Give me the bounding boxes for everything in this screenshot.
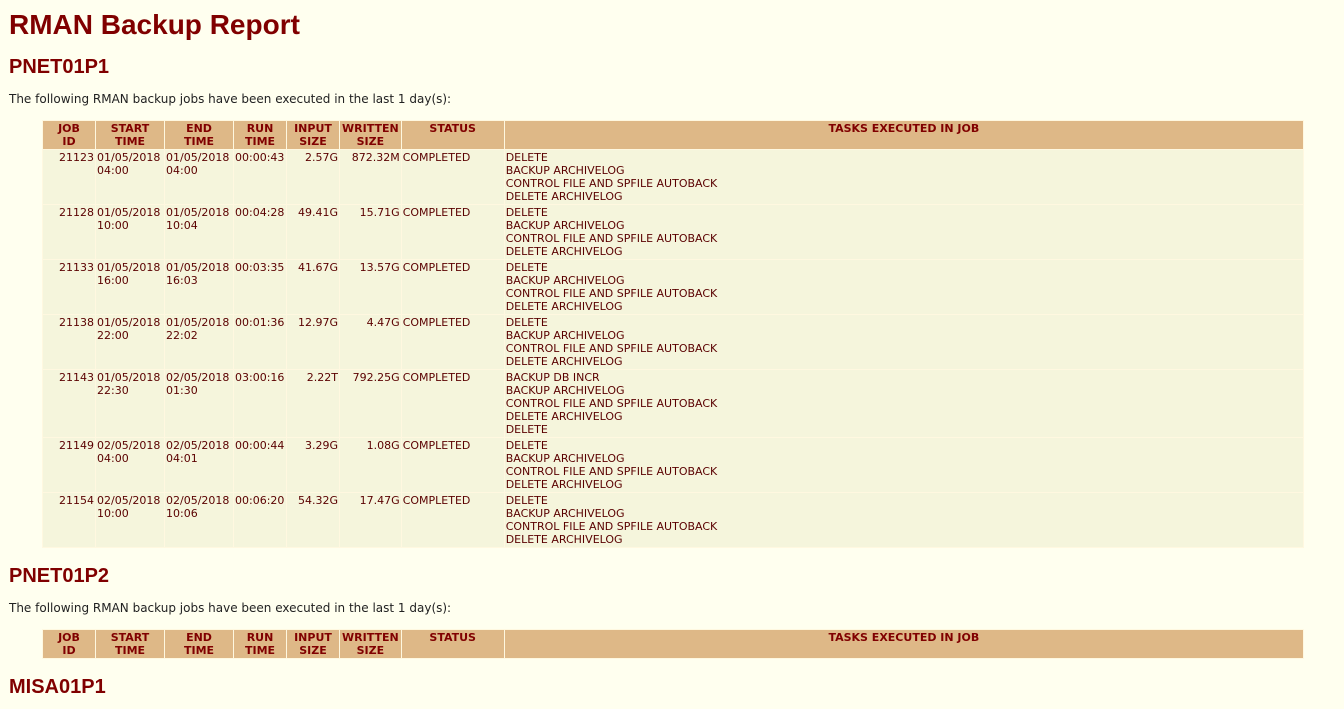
col-header-job-id: JOB ID — [43, 630, 95, 658]
task-item: DELETE ARCHIVELOG — [505, 410, 623, 423]
written-size-cell: 872.32M — [340, 150, 401, 204]
status-cell: COMPLETED — [402, 438, 504, 492]
jobs-table — [42, 629, 1304, 659]
task-item: DELETE — [505, 316, 548, 329]
run-time-cell: 00:01:36 — [234, 315, 286, 369]
table-row — [43, 370, 1303, 437]
col-header-tasks: TASKS EXECUTED IN JOB — [505, 630, 1303, 658]
tasks-cell — [505, 150, 1303, 204]
header-row — [43, 630, 1303, 658]
table-row — [43, 438, 1303, 492]
end-time-cell: 01/05/2018 10:04 — [165, 205, 233, 259]
col-header-run-time: RUN TIME — [234, 121, 286, 149]
col-header-end-time: END TIME — [165, 630, 233, 658]
task-item: DELETE — [505, 151, 548, 164]
input-size-cell: 49.41G — [287, 205, 339, 259]
jobs-table — [42, 120, 1304, 548]
run-time-cell: 00:00:44 — [234, 438, 286, 492]
input-size-cell: 2.57G — [287, 150, 339, 204]
job-id-cell: 21133 — [43, 260, 95, 314]
task-item: BACKUP DB INCR — [505, 371, 600, 384]
start-time-cell: 02/05/2018 04:00 — [96, 438, 164, 492]
table-row — [43, 260, 1303, 314]
run-time-cell: 00:06:20 — [234, 493, 286, 547]
task-item: CONTROL FILE AND SPFILE AUTOBACK — [505, 397, 718, 410]
header-row — [43, 121, 1303, 149]
database-sections — [9, 54, 1344, 700]
written-size-cell: 1.08G — [340, 438, 401, 492]
start-time-cell: 01/05/2018 22:00 — [96, 315, 164, 369]
input-size-cell: 12.97G — [287, 315, 339, 369]
col-header-written-size: WRITTEN SIZE — [342, 631, 399, 657]
table-row — [43, 315, 1303, 369]
task-item: DELETE ARCHIVELOG — [505, 300, 623, 313]
spacer — [9, 659, 1344, 674]
task-item: CONTROL FILE AND SPFILE AUTOBACK — [505, 287, 718, 300]
status-cell: COMPLETED — [402, 370, 504, 437]
task-item: CONTROL FILE AND SPFILE AUTOBACK — [505, 232, 718, 245]
col-header-written-size: WRITTEN SIZE — [342, 122, 399, 148]
status-cell: COMPLETED — [402, 315, 504, 369]
task-item: BACKUP ARCHIVELOG — [505, 219, 625, 232]
written-size-cell: 792.25G — [340, 370, 401, 437]
input-size-cell: 2.22T — [287, 370, 339, 437]
run-time-cell: 00:04:28 — [234, 205, 286, 259]
input-size-cell: 41.67G — [287, 260, 339, 314]
job-id-cell: 21143 — [43, 370, 95, 437]
col-header-input-size: INPUT SIZE — [287, 630, 339, 658]
col-header-job-id: JOB ID — [43, 121, 95, 149]
end-time-cell: 02/05/2018 01:30 — [165, 370, 233, 437]
run-time-cell: 03:00:16 — [234, 370, 286, 437]
input-size-cell: 54.32G — [287, 493, 339, 547]
task-item: DELETE — [505, 423, 548, 436]
end-time-cell: 02/05/2018 04:01 — [165, 438, 233, 492]
tasks-cell — [505, 315, 1303, 369]
task-item: DELETE — [505, 206, 548, 219]
tasks-cell — [505, 260, 1303, 314]
task-item: DELETE — [505, 494, 548, 507]
col-header-start-time: START TIME — [96, 121, 164, 149]
col-header-input-size: INPUT SIZE — [287, 121, 339, 149]
database-section — [9, 54, 1344, 563]
task-item: BACKUP ARCHIVELOG — [505, 507, 625, 520]
col-header-tasks: TASKS EXECUTED IN JOB — [505, 121, 1303, 149]
written-size-cell: 13.57G — [340, 260, 401, 314]
end-time-cell: 01/05/2018 04:00 — [165, 150, 233, 204]
start-time-cell: 01/05/2018 16:00 — [96, 260, 164, 314]
start-time-cell: 02/05/2018 10:00 — [96, 493, 164, 547]
job-id-cell: 21123 — [43, 150, 95, 204]
job-id-cell: 21138 — [43, 315, 95, 369]
start-time-cell: 01/05/2018 22:30 — [96, 370, 164, 437]
task-item: DELETE ARCHIVELOG — [505, 245, 623, 258]
task-item: BACKUP ARCHIVELOG — [505, 329, 625, 342]
col-header-status: STATUS — [402, 630, 504, 658]
task-item: CONTROL FILE AND SPFILE AUTOBACK — [505, 465, 718, 478]
task-item: CONTROL FILE AND SPFILE AUTOBACK — [505, 177, 718, 190]
input-size-cell: 3.29G — [287, 438, 339, 492]
run-time-cell: 00:00:43 — [234, 150, 286, 204]
tasks-cell — [505, 438, 1303, 492]
table-row — [43, 205, 1303, 259]
start-time-cell: 01/05/2018 10:00 — [96, 205, 164, 259]
task-item: DELETE — [505, 439, 548, 452]
col-header-status: STATUS — [402, 121, 504, 149]
end-time-cell: 01/05/2018 22:02 — [165, 315, 233, 369]
written-size-cell: 4.47G — [340, 315, 401, 369]
task-item: BACKUP ARCHIVELOG — [505, 274, 625, 287]
status-cell: COMPLETED — [402, 260, 504, 314]
database-section — [9, 674, 1344, 700]
database-name: PNET01P1 — [9, 56, 110, 78]
table-row — [43, 493, 1303, 547]
task-item: CONTROL FILE AND SPFILE AUTOBACK — [505, 520, 718, 533]
written-size-cell: 17.47G — [340, 493, 401, 547]
database-name: MISA01P1 — [9, 676, 106, 698]
status-cell: COMPLETED — [402, 205, 504, 259]
tasks-cell — [505, 370, 1303, 437]
written-size-cell: 15.71G — [340, 205, 401, 259]
task-item: DELETE — [505, 261, 548, 274]
col-header-run-time: RUN TIME — [234, 630, 286, 658]
task-item: DELETE ARCHIVELOG — [505, 478, 623, 491]
task-item: BACKUP ARCHIVELOG — [505, 452, 625, 465]
status-cell: COMPLETED — [402, 150, 504, 204]
job-id-cell: 21128 — [43, 205, 95, 259]
page-title: RMAN Backup Report — [9, 9, 300, 40]
database-name: PNET01P2 — [9, 565, 110, 587]
job-id-cell: 21154 — [43, 493, 95, 547]
status-cell: COMPLETED — [402, 493, 504, 547]
task-item: CONTROL FILE AND SPFILE AUTOBACK — [505, 342, 718, 355]
tasks-cell — [505, 205, 1303, 259]
table-row — [43, 150, 1303, 204]
tasks-cell — [505, 493, 1303, 547]
job-id-cell: 21149 — [43, 438, 95, 492]
intro-text: The following RMAN backup jobs have been executed in the last 1 day(s): — [9, 92, 452, 106]
task-item: BACKUP ARCHIVELOG — [505, 384, 625, 397]
task-item: BACKUP ARCHIVELOG — [505, 164, 625, 177]
spacer — [9, 548, 1344, 563]
task-item: DELETE ARCHIVELOG — [505, 190, 623, 203]
end-time-cell: 02/05/2018 10:06 — [165, 493, 233, 547]
intro-text: The following RMAN backup jobs have been executed in the last 1 day(s): — [9, 601, 452, 615]
col-header-end-time: END TIME — [165, 121, 233, 149]
end-time-cell: 01/05/2018 16:03 — [165, 260, 233, 314]
start-time-cell: 01/05/2018 04:00 — [96, 150, 164, 204]
report — [0, 8, 1344, 700]
task-item: DELETE ARCHIVELOG — [505, 355, 623, 368]
database-section — [9, 563, 1344, 674]
task-item: DELETE ARCHIVELOG — [505, 533, 623, 546]
run-time-cell: 00:03:35 — [234, 260, 286, 314]
col-header-start-time: START TIME — [96, 630, 164, 658]
